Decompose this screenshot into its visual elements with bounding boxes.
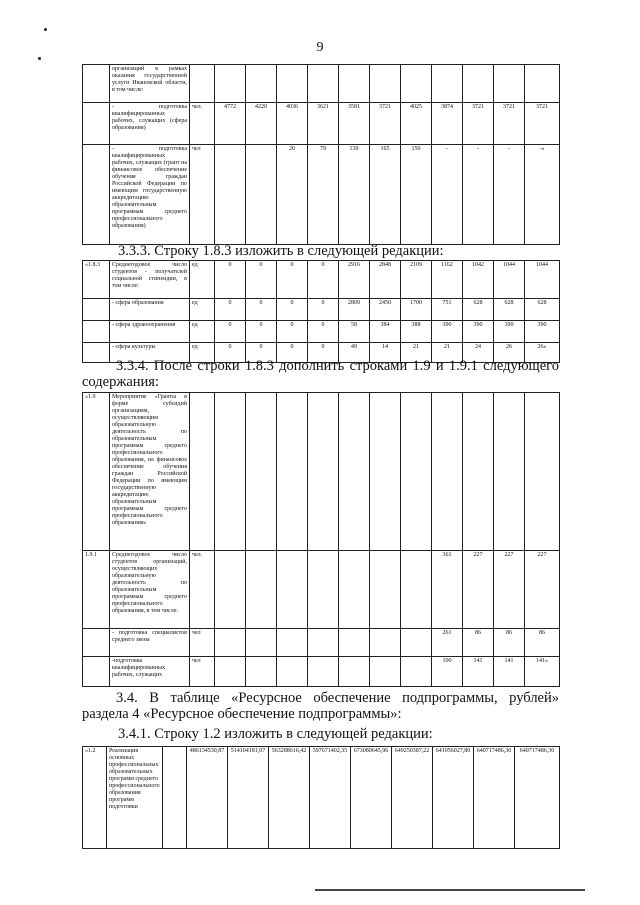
- value-cell: 49: [339, 343, 370, 363]
- value-cell: -»: [525, 145, 560, 245]
- value-cell: [463, 65, 494, 103]
- table-row: [83, 629, 560, 657]
- value-cell: 0: [215, 343, 246, 363]
- value-cell: 563288616,42: [269, 747, 310, 849]
- table-row: [83, 393, 560, 551]
- value-cell: [370, 551, 401, 629]
- value-cell: 261: [432, 629, 463, 657]
- value-cell: 20: [277, 145, 308, 245]
- value-cell: 1700: [401, 299, 432, 321]
- row-unit: чел: [190, 629, 215, 657]
- value-cell: [401, 65, 432, 103]
- value-cell: 0: [246, 321, 277, 343]
- value-cell: [215, 393, 246, 551]
- value-cell: 388: [401, 321, 432, 343]
- value-cell: 3581: [339, 103, 370, 145]
- value-cell: 628: [525, 299, 560, 321]
- value-cell: 0: [277, 299, 308, 321]
- value-cell: [339, 65, 370, 103]
- row-description: Среднегодовое число студентов - получателей социальной стипендии, в том числе:: [110, 261, 190, 299]
- value-cell: 1042: [463, 261, 494, 299]
- value-cell: 390: [494, 321, 525, 343]
- row-unit: ед: [190, 299, 215, 321]
- value-cell: 24: [463, 343, 494, 363]
- value-cell: [370, 393, 401, 551]
- row-unit: чел: [190, 145, 215, 245]
- value-cell: 21: [401, 343, 432, 363]
- value-cell: 165: [370, 145, 401, 245]
- value-cell: [246, 145, 277, 245]
- value-cell: 0: [308, 261, 339, 299]
- value-cell: 3721: [370, 103, 401, 145]
- row-code: 1.9.1: [83, 551, 110, 629]
- value-cell: 141: [494, 657, 525, 687]
- value-cell: [494, 393, 525, 551]
- row-code: «1.9: [83, 393, 110, 551]
- value-cell: [308, 65, 339, 103]
- row-code: «1.2: [83, 747, 107, 849]
- row-description: -подготовка квалифицированных рабочих, служащих: [110, 657, 190, 687]
- value-cell: 0: [246, 343, 277, 363]
- value-cell: 649250387,22: [392, 747, 433, 849]
- value-cell: 3721: [463, 103, 494, 145]
- table-row: [83, 657, 560, 687]
- value-cell: 628: [463, 299, 494, 321]
- value-cell: [401, 629, 432, 657]
- value-cell: [370, 65, 401, 103]
- value-cell: 0: [308, 343, 339, 363]
- value-cell: 390: [432, 321, 463, 343]
- value-cell: [246, 65, 277, 103]
- table-row: [83, 299, 560, 321]
- value-cell: 141: [463, 657, 494, 687]
- value-cell: [215, 629, 246, 657]
- value-cell: 141»: [525, 657, 560, 687]
- value-cell: [215, 65, 246, 103]
- row-code: [83, 65, 110, 103]
- row-unit: чел.: [190, 103, 215, 145]
- row-unit: [190, 65, 215, 103]
- value-cell: [308, 551, 339, 629]
- row-code: [83, 299, 110, 321]
- value-cell: 0: [277, 321, 308, 343]
- value-cell: 3874: [432, 103, 463, 145]
- value-cell: 4025: [401, 103, 432, 145]
- value-cell: 21: [432, 343, 463, 363]
- indicators-table-part1: [82, 64, 560, 245]
- value-cell: 751: [432, 299, 463, 321]
- value-cell: 640717486,30: [474, 747, 515, 849]
- table-row: [83, 747, 560, 849]
- table-row: [83, 145, 560, 245]
- value-cell: [494, 65, 525, 103]
- value-cell: 0: [215, 299, 246, 321]
- value-cell: 486134530,87: [187, 747, 228, 849]
- row-unit: чел.: [190, 551, 215, 629]
- value-cell: 390: [463, 321, 494, 343]
- value-cell: 640717486,30: [515, 747, 560, 849]
- value-cell: [308, 657, 339, 687]
- value-cell: 0: [215, 261, 246, 299]
- table-row: [83, 551, 560, 629]
- section-heading-3-3-3: 3.3.3. Строку 1.8.3 изложить в следующей редакции:: [118, 243, 444, 259]
- value-cell: 628: [494, 299, 525, 321]
- value-cell: 0: [277, 261, 308, 299]
- value-cell: [401, 657, 432, 687]
- value-cell: [277, 65, 308, 103]
- value-cell: [370, 629, 401, 657]
- indicators-table-1-8-3: [82, 260, 560, 363]
- scan-speck: [44, 28, 47, 31]
- row-description: - сфера образования: [110, 299, 190, 321]
- row-unit: [190, 393, 215, 551]
- value-cell: [277, 629, 308, 657]
- row-description: - подготовка квалифицированных рабочих, служащих (грант на финансовое обеспечение обучения граждан Российской Федерации по имеющим государственную аккредитацию образовательным программам среднего профессионального образования): [110, 145, 190, 245]
- value-cell: 390: [525, 321, 560, 343]
- value-cell: [215, 551, 246, 629]
- row-unit: ед: [190, 261, 215, 299]
- row-code: [83, 103, 110, 145]
- row-description: Среднегодовое число студентов организаций, осуществляющих образовательную деятельность по образовательным программам среднего профессионального образования, в том числе:: [110, 551, 190, 629]
- row-description: - сфера здравоохранения: [110, 321, 190, 343]
- value-cell: 2450: [370, 299, 401, 321]
- value-cell: 79: [308, 145, 339, 245]
- value-cell: [215, 657, 246, 687]
- value-cell: [339, 657, 370, 687]
- value-cell: 100: [432, 657, 463, 687]
- row-unit: ед: [190, 321, 215, 343]
- section-heading-3-4-1: 3.4.1. Строку 1.2 изложить в следующей редакции:: [118, 726, 433, 742]
- value-cell: 2109: [401, 261, 432, 299]
- value-cell: 58: [339, 321, 370, 343]
- value-cell: [215, 145, 246, 245]
- value-cell: [277, 551, 308, 629]
- value-cell: 641056027,80: [433, 747, 474, 849]
- value-cell: 0: [246, 299, 277, 321]
- value-cell: 1044: [525, 261, 560, 299]
- value-cell: [277, 393, 308, 551]
- value-cell: 26»: [525, 343, 560, 363]
- value-cell: 86: [525, 629, 560, 657]
- value-cell: [246, 551, 277, 629]
- row-code: [83, 629, 110, 657]
- row-description: - подготовка квалифицированных рабочих, служащих (сфера образования): [110, 103, 190, 145]
- value-cell: 0: [308, 299, 339, 321]
- value-cell: [401, 393, 432, 551]
- value-cell: 14: [370, 343, 401, 363]
- value-cell: [308, 629, 339, 657]
- indicators-table-1-9: [82, 392, 560, 687]
- value-cell: 3621: [308, 103, 339, 145]
- value-cell: [246, 657, 277, 687]
- row-unit: чел: [190, 657, 215, 687]
- value-cell: 0: [308, 321, 339, 343]
- paragraph-3-4: 3.4. В таблице «Ресурсное обеспечение подпрограммы, рублей» раздела 4 «Ресурсное обеспечение подпрограммы»:: [82, 690, 559, 722]
- value-cell: 384: [370, 321, 401, 343]
- value-cell: 227: [463, 551, 494, 629]
- value-cell: 2809: [339, 299, 370, 321]
- value-cell: [308, 393, 339, 551]
- row-unit: ед: [190, 343, 215, 363]
- value-cell: 597671402,35: [310, 747, 351, 849]
- value-cell: [370, 657, 401, 687]
- value-cell: 150: [401, 145, 432, 245]
- value-cell: 26: [494, 343, 525, 363]
- value-cell: [525, 393, 560, 551]
- value-cell: 2916: [339, 261, 370, 299]
- value-cell: -: [494, 145, 525, 245]
- row-code: [83, 321, 110, 343]
- scan-speck: [38, 57, 41, 60]
- row-description: организаций в рамках оказания государственной услуги Ивановской области, в том числе:: [110, 65, 190, 103]
- value-cell: [432, 393, 463, 551]
- value-cell: 0: [246, 261, 277, 299]
- page-bottom-rule: [315, 889, 585, 891]
- value-cell: [339, 551, 370, 629]
- value-cell: 4772: [215, 103, 246, 145]
- value-cell: 1044: [494, 261, 525, 299]
- value-cell: 4036: [277, 103, 308, 145]
- value-cell: 86: [494, 629, 525, 657]
- value-cell: [463, 393, 494, 551]
- table-row: [83, 103, 560, 145]
- row-description: Мероприятие «Гранты в форме субсидий организациям, осуществляющим образовательную деятельность по образовательным программам среднего профессионального образования, на финансовое обеспечение обучения граждан Российской Федерации по имеющим государственную аккредитацию образовательным программам среднего профессионального образования»: [110, 393, 190, 551]
- row-code: «1.8.3: [83, 261, 110, 299]
- value-cell: 227: [525, 551, 560, 629]
- page-number: 9: [316, 40, 324, 55]
- value-cell: 227: [494, 551, 525, 629]
- row-description: Реализация основных профессиональных образовательных программ среднего профессионального образования программ подготовки: [107, 747, 163, 849]
- value-cell: [401, 551, 432, 629]
- value-cell: -: [463, 145, 494, 245]
- table-row: [83, 65, 560, 103]
- table-row: [83, 321, 560, 343]
- value-cell: 2848: [370, 261, 401, 299]
- value-cell: 361: [432, 551, 463, 629]
- value-cell: [277, 657, 308, 687]
- empty-cell: [163, 747, 187, 849]
- resource-table-1-2: [82, 746, 560, 849]
- value-cell: 86: [463, 629, 494, 657]
- value-cell: 4220: [246, 103, 277, 145]
- value-cell: -: [432, 145, 463, 245]
- row-description: - подготовка специалистов среднего звена: [110, 629, 190, 657]
- value-cell: [246, 629, 277, 657]
- value-cell: 139: [339, 145, 370, 245]
- value-cell: [246, 393, 277, 551]
- value-cell: 514104181,07: [228, 747, 269, 849]
- value-cell: [432, 65, 463, 103]
- value-cell: 3721: [525, 103, 560, 145]
- value-cell: 0: [277, 343, 308, 363]
- paragraph-3-3-4: 3.3.4. После строки 1.8.3 дополнить строками 1.9 и 1.9.1 следующего содержания:: [82, 358, 559, 390]
- value-cell: 673080645,96: [351, 747, 392, 849]
- value-cell: 0: [215, 321, 246, 343]
- row-code: [83, 145, 110, 245]
- value-cell: 1162: [432, 261, 463, 299]
- value-cell: [339, 629, 370, 657]
- value-cell: 3721: [494, 103, 525, 145]
- value-cell: [525, 65, 560, 103]
- row-description: - сфера культуры: [110, 343, 190, 363]
- row-code: [83, 657, 110, 687]
- value-cell: [339, 393, 370, 551]
- table-row: [83, 261, 560, 299]
